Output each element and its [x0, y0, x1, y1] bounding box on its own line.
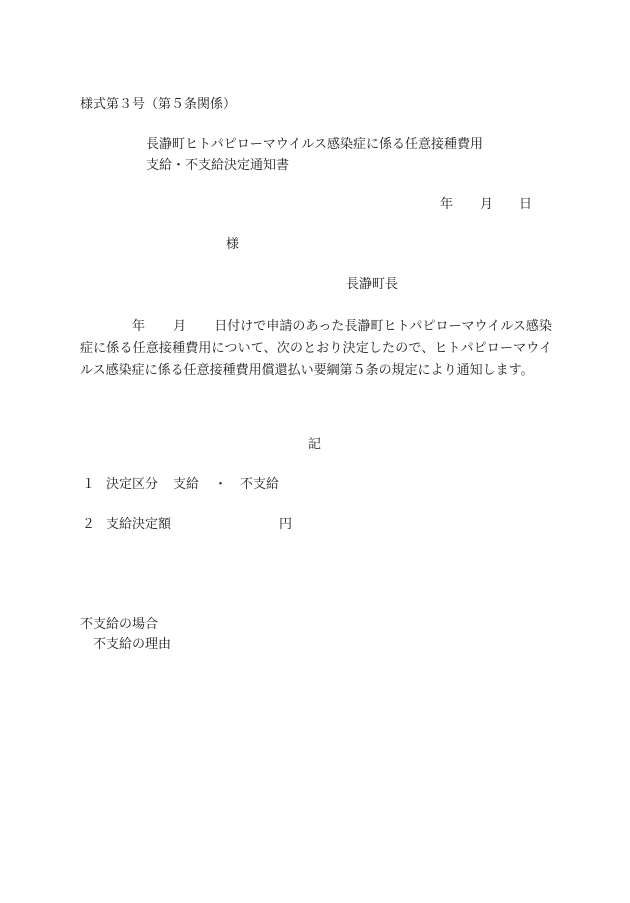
item-1-option-pay: 支給 — [173, 477, 200, 492]
notice-body — [80, 316, 552, 382]
non-payment-heading: 不支給の場合 — [80, 617, 159, 632]
body-text: 日付けで申請のあった長瀞町ヒトパピローマウイルス感染症に係る任意接種費用について、次のとおり決定したので、ヒトパピローマウイルス感染症に係る任意接種費用償還払い要綱第５条の規定により通知します。 — [80, 319, 552, 378]
item-2-number: ２ — [82, 517, 96, 532]
item-1-separator: ・ — [214, 477, 228, 492]
date-year: 年 — [440, 197, 454, 212]
title-line-2: 支給・不支給決定通知書 — [146, 158, 290, 173]
issuer-name: 長瀞町長 — [346, 277, 399, 292]
date-day: 日 — [519, 197, 533, 212]
date-month: 月 — [480, 197, 494, 212]
non-payment-reason-label: 不支給の理由 — [93, 637, 172, 652]
item-2-label: 支給決定額 — [106, 517, 172, 532]
item-1-number: １ — [82, 477, 96, 492]
title-line-1: 長瀞町ヒトパピローマウイルス感染症に係る任意接種費用 — [146, 137, 483, 152]
body-year: 年 — [132, 319, 146, 334]
item-1-option-no-pay: 不支給 — [240, 477, 280, 492]
addressee-suffix: 様 — [226, 237, 240, 252]
body-month: 月 — [173, 319, 187, 334]
ki-heading: 記 — [308, 437, 322, 452]
item-1-label: 決定区分 — [106, 477, 159, 492]
item-2-unit: 円 — [279, 517, 293, 532]
form-number: 様式第３号（第５条関係） — [80, 97, 237, 112]
